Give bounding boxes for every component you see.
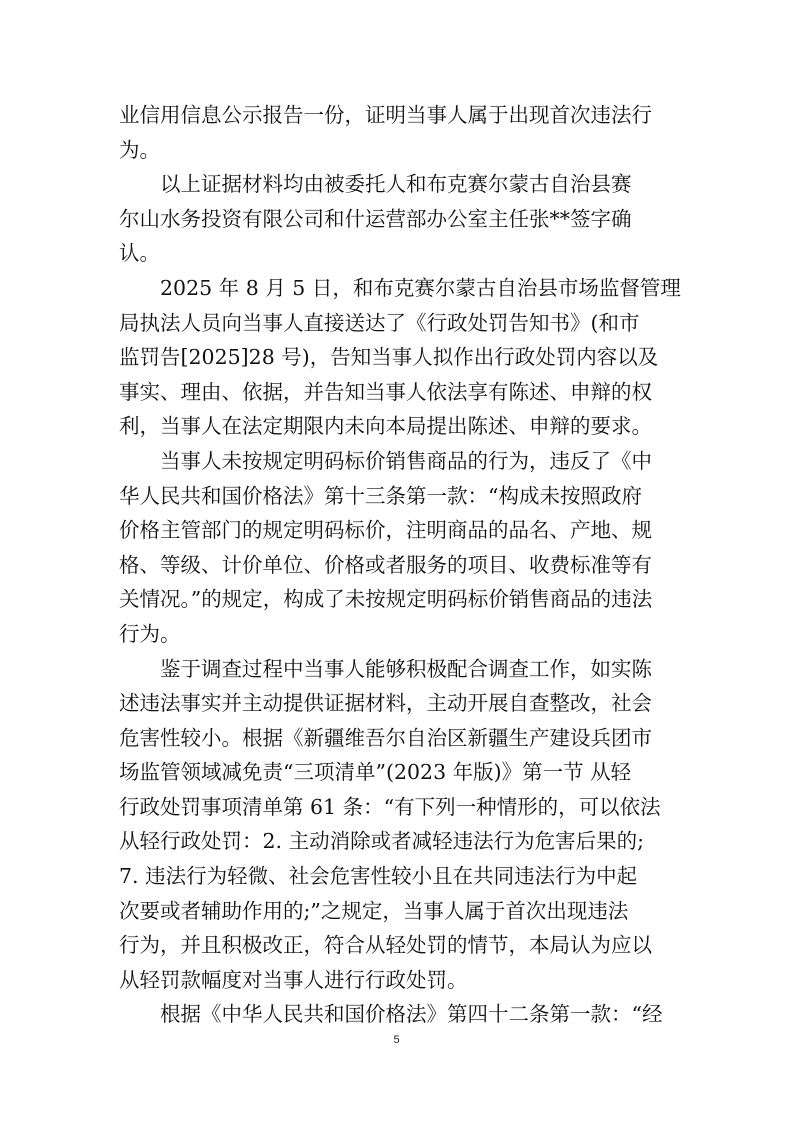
- text-line: 认。: [119, 241, 160, 266]
- text-line: 次要或者辅助作用的;”之规定，当事人属于首次出现违法: [119, 898, 629, 923]
- text-line: 行政处罚事项清单第 61 条：“有下列一种情形的，可以依法: [119, 794, 661, 819]
- paragraph-first-line: 当事人未按规定明码标价销售商品的行为，违反了《中: [160, 448, 652, 473]
- paragraph-first-line: 2025 年 8 月 5 日，和布克赛尔蒙古自治县市场监督管理: [160, 275, 681, 300]
- text-line: 关情况。”的规定，构成了未按规定明码标价销售商品的违法: [119, 587, 653, 612]
- text-line: 尔山水务投资有限公司和什运营部办公室主任张**签字确: [119, 206, 632, 231]
- text-line: 价格主管部门的规定明码标价，注明商品的品名、产地、规: [119, 518, 652, 543]
- text-line: 述违法事实并主动提供证据材料，主动开展自查整改，社会: [119, 691, 652, 716]
- text-line: 行为。: [119, 621, 181, 646]
- text-line: 从轻行政处罚：2. 主动消除或者减轻违法行为危害后果的;: [119, 829, 644, 854]
- text-line: 局执法人员向当事人直接送达了《行政处罚告知书》(和市: [119, 310, 640, 335]
- text-line: 行为，并且积极改正，符合从轻处罚的情节，本局认为应以: [119, 933, 652, 958]
- text-line: 7. 违法行为轻微、社会危害性较小且在共同违法行为中起: [119, 864, 638, 889]
- text-line: 监罚告[2025]28 号)，告知当事人拟作出行政处罚内容以及: [119, 345, 659, 370]
- text-line: 危害性较小。根据《新疆维吾尔自治区新疆生产建设兵团市: [119, 725, 652, 750]
- text-line: 事实、理由、依据，并告知当事人依法享有陈述、申辩的权: [119, 379, 652, 404]
- text-line: 业信用信息公示报告一份，证明当事人属于出现首次违法行: [119, 103, 652, 127]
- document-body: [119, 98, 683, 1032]
- text-line: 格、等级、计价单位、价格或者服务的项目、收费标准等有: [119, 552, 652, 577]
- text-line: 场监管领域减免责“三项清单”(2023 年版)》第一节 从轻: [119, 760, 632, 785]
- paragraph-first-line: 根据《中华人民共和国价格法》第四十二条第一款：“经: [160, 1002, 663, 1027]
- paragraph-first-line: 以上证据材料均由被委托人和布克赛尔蒙古自治县赛: [160, 172, 632, 197]
- text-line: 从轻罚款幅度对当事人进行行政处罚。: [119, 967, 468, 992]
- page-number: 5: [393, 1034, 400, 1046]
- paragraph-first-line: 鉴于调查过程中当事人能够积极配合调查工作，如实陈: [160, 656, 652, 681]
- text-line: 华人民共和国价格法》第十三条第一款：“构成未按照政府: [119, 483, 642, 508]
- text-line: 利，当事人在法定期限内未向本局提出陈述、申辩的要求。: [119, 414, 652, 439]
- text-line: 为。: [119, 137, 160, 162]
